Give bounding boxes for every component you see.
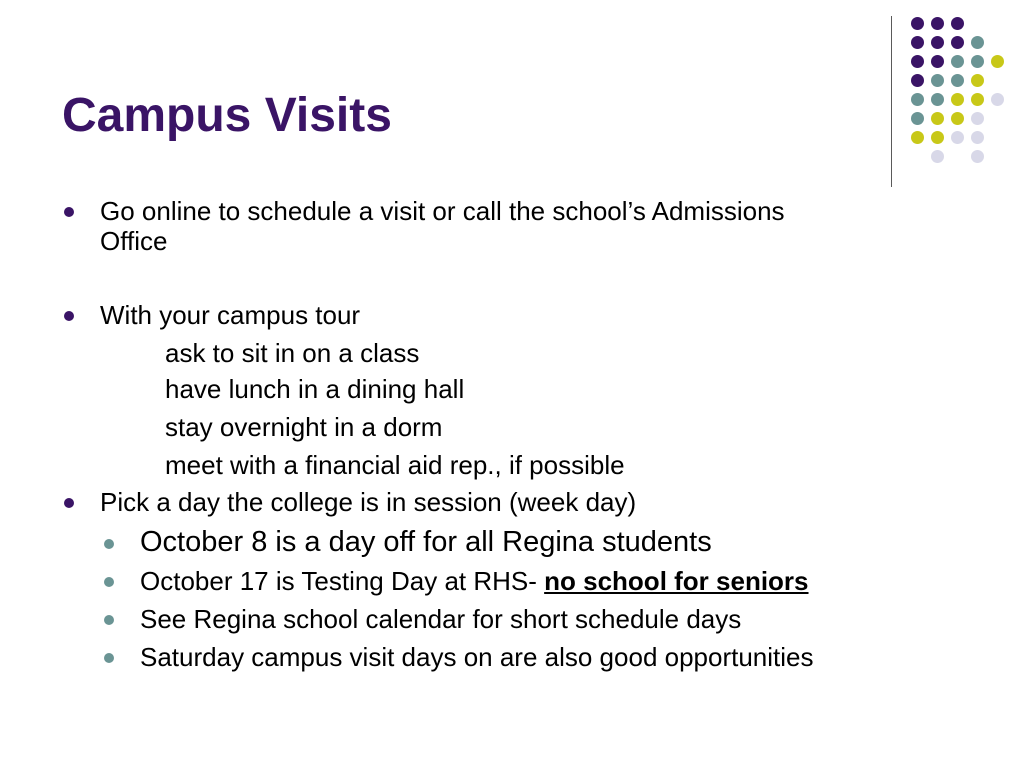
slide-title: Campus Visits [62,89,392,142]
sub-bullet-text [140,566,809,597]
indented-line: meet with a financial aid rep., if possible [165,450,625,480]
decorative-dot [991,93,1004,106]
bullet-marker [64,311,74,321]
decorative-dot [951,74,964,87]
decorative-dot [931,93,944,106]
sub-bullet-text: Saturday campus visit days on are also good opportunities [140,642,814,672]
sub-bullet-marker [104,539,114,549]
bullet-text-continued: Office [100,226,168,256]
indented-line: stay overnight in a dorm [165,412,443,442]
decorative-dot [951,112,964,125]
sub-bullet-marker [104,615,114,625]
sub-bullet-marker [104,653,114,663]
decorative-dot [931,112,944,125]
bullet-marker [64,207,74,217]
decorative-dot [951,17,964,30]
decorative-dot [931,17,944,30]
decorative-dot [911,36,924,49]
decorative-dot [911,93,924,106]
sub-bullet-text: See Regina school calendar for short schedule days [140,604,742,634]
decorative-dot [951,93,964,106]
decorative-dot [931,36,944,49]
decorative-dot [971,150,984,163]
decorative-dot [971,36,984,49]
decorative-dot [931,131,944,144]
sub-bullet-text-prefix: October 17 is Testing Day at RHS- [140,566,545,596]
decorative-dot [991,55,1004,68]
decorative-dot [911,55,924,68]
bullet-text: With your campus tour [100,300,361,330]
decorative-dot [931,74,944,87]
decorative-dot [911,74,924,87]
decorative-dot [951,55,964,68]
decorative-dot [951,131,964,144]
emphasis-no-school-for-seniors: no school for seniors [544,566,809,596]
decorative-dot [911,112,924,125]
bullet-text: Go online to schedule a visit or call the school’s Admissions [100,196,785,226]
decorative-dot [911,17,924,30]
decorative-dot [931,55,944,68]
decorative-dot [931,150,944,163]
indented-line: ask to sit in on a class [165,338,420,368]
decorative-dot [951,36,964,49]
decorative-dot [971,93,984,106]
vertical-divider [891,16,892,187]
indented-line: have lunch in a dining hall [165,374,465,404]
sub-bullet-marker [104,577,114,587]
decorative-dot [911,131,924,144]
sub-bullet-text: October 8 is a day off for all Regina students [140,526,712,558]
decorative-dot-grid [906,14,1010,164]
bullet-marker [64,498,74,508]
decorative-dot [971,112,984,125]
decorative-dot [971,131,984,144]
bullet-text: Pick a day the college is in session (week day) [100,487,637,517]
decorative-dot [971,74,984,87]
decorative-dot [971,55,984,68]
